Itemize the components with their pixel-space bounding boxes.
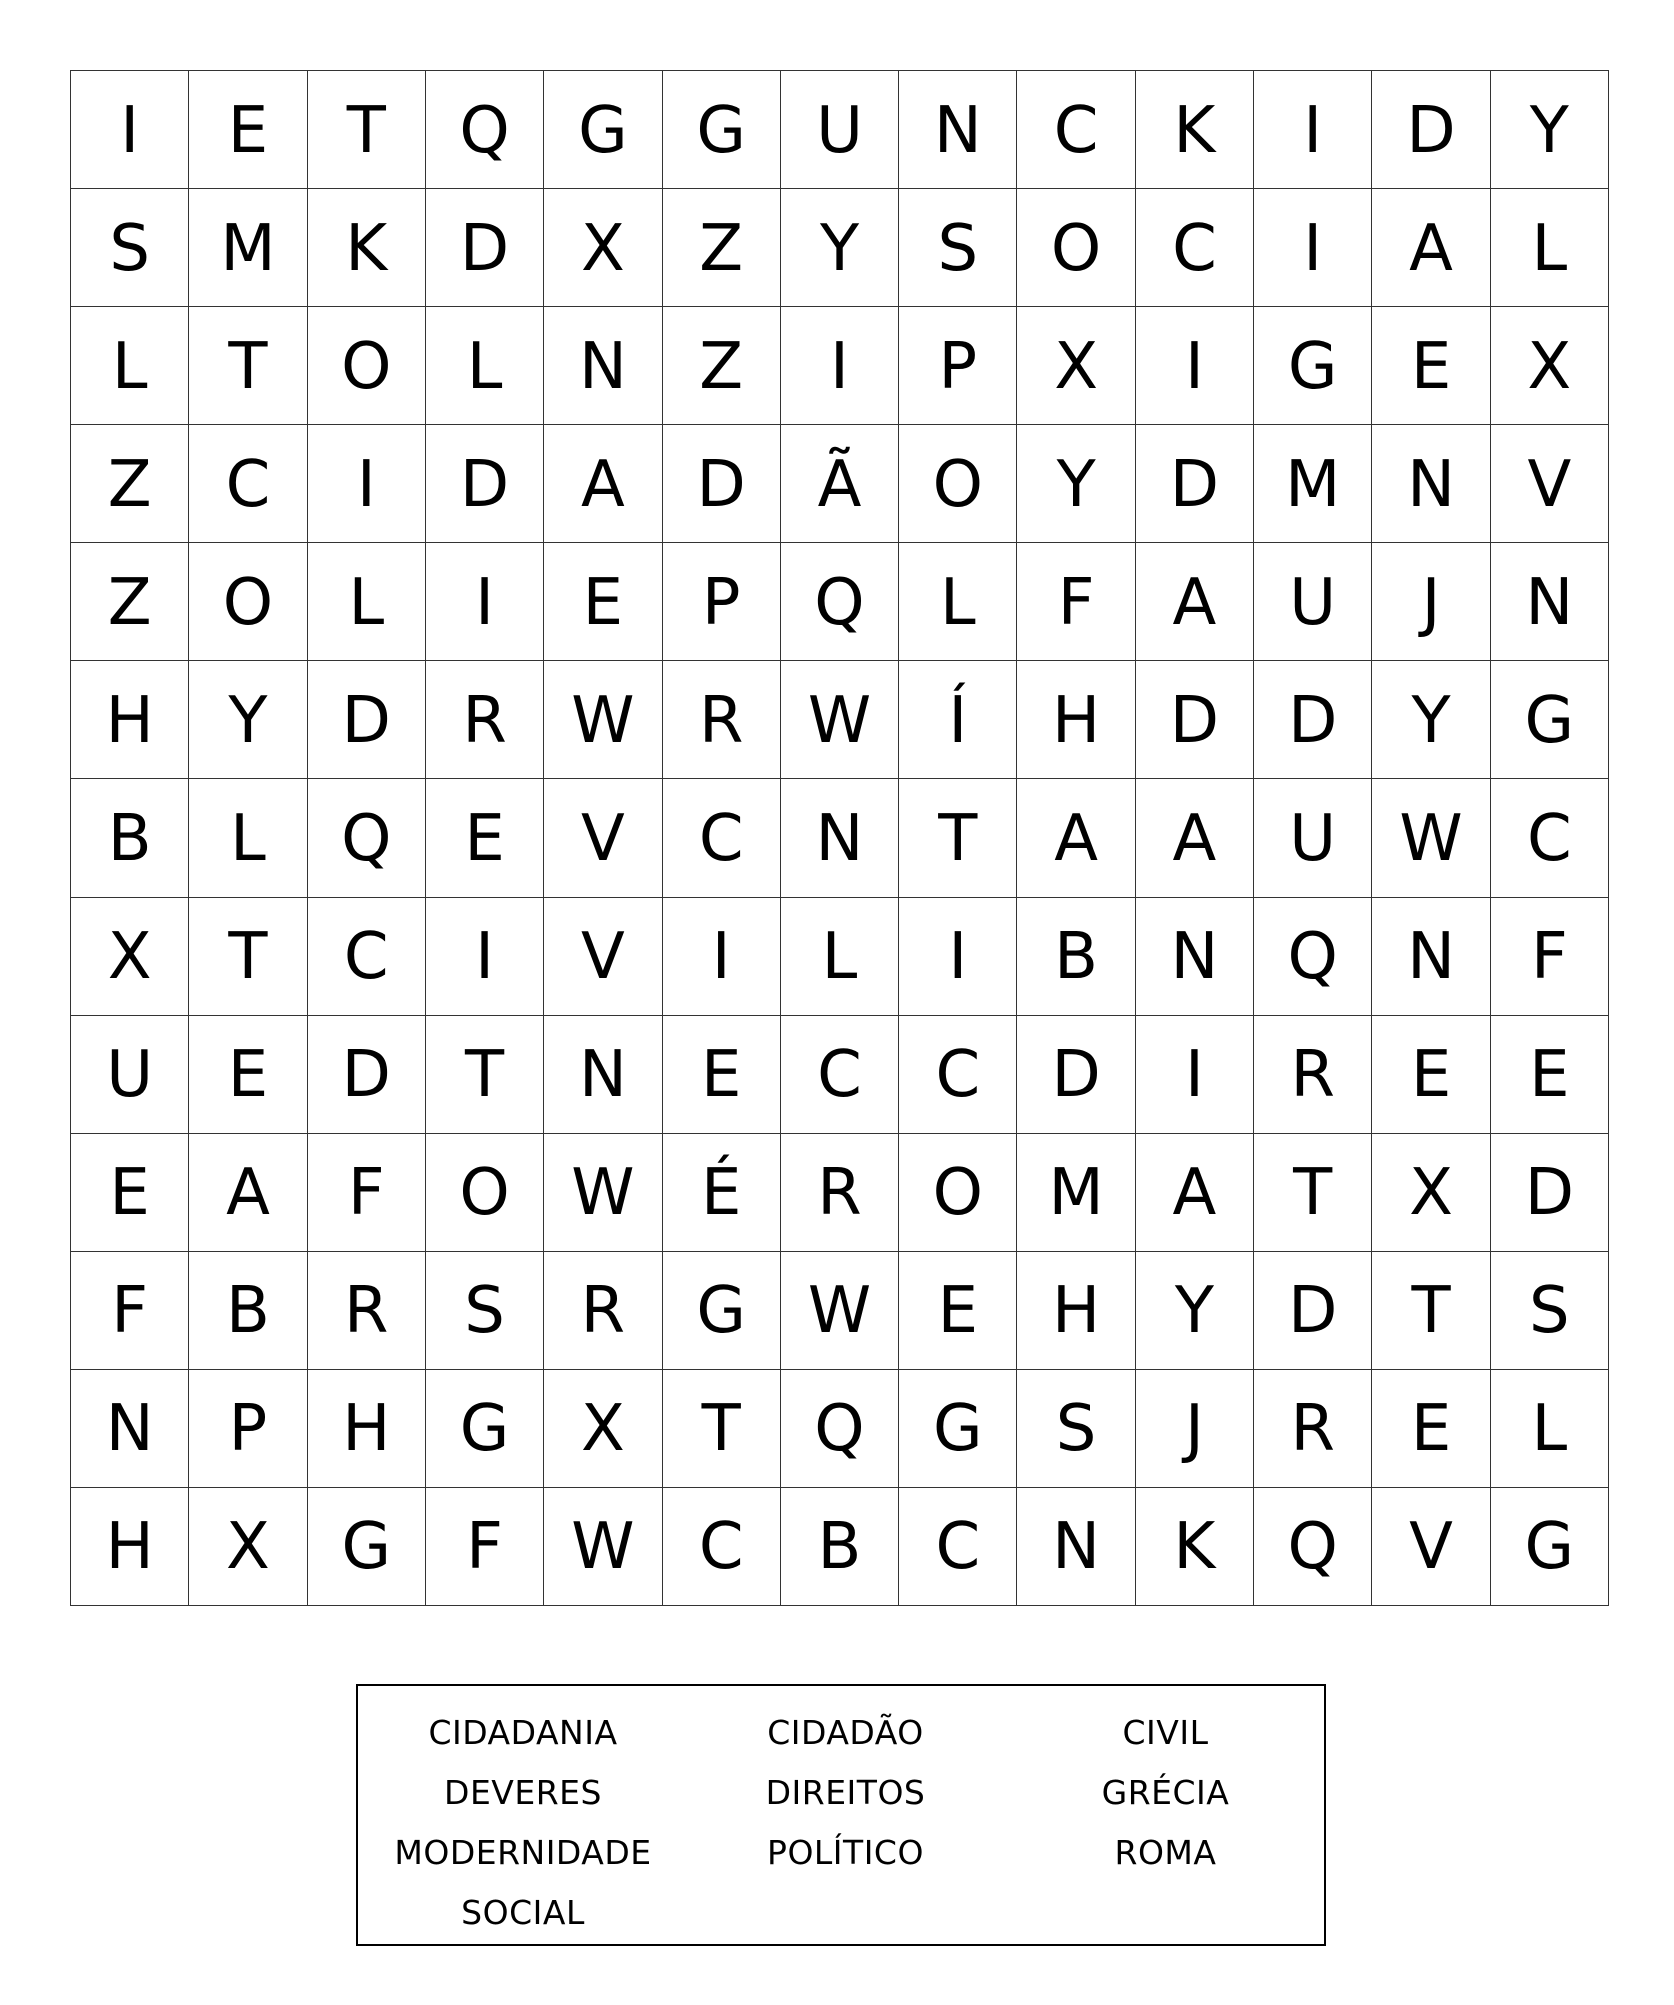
grid-cell-r12-c12[interactable]: G xyxy=(1491,1488,1609,1606)
grid-cell-r5-c10[interactable]: D xyxy=(1254,661,1372,779)
grid-cell-r1-c12[interactable]: L xyxy=(1491,189,1609,307)
grid-cell-r4-c3[interactable]: I xyxy=(426,543,544,661)
grid-cell-r4-c1[interactable]: O xyxy=(189,543,307,661)
grid-cell-r0-c0[interactable]: I xyxy=(71,71,189,189)
grid-cell-r7-c3[interactable]: I xyxy=(426,898,544,1016)
grid-cell-r3-c2[interactable]: I xyxy=(308,425,426,543)
grid-cell-r9-c4[interactable]: W xyxy=(544,1134,662,1252)
grid-cell-r8-c8[interactable]: D xyxy=(1017,1016,1135,1134)
grid-cell-r8-c1[interactable]: E xyxy=(189,1016,307,1134)
grid-cell-r11-c5[interactable]: T xyxy=(663,1370,781,1488)
grid-cell-r7-c7[interactable]: I xyxy=(899,898,1017,1016)
grid-cell-r9-c5[interactable]: É xyxy=(663,1134,781,1252)
grid-cell-r8-c10[interactable]: R xyxy=(1254,1016,1372,1134)
grid-cell-r10-c12[interactable]: S xyxy=(1491,1252,1609,1370)
grid-cell-r5-c9[interactable]: D xyxy=(1136,661,1254,779)
grid-cell-r2-c5[interactable]: Z xyxy=(663,307,781,425)
grid-cell-r10-c6[interactable]: W xyxy=(781,1252,899,1370)
grid-cell-r5-c7[interactable]: Í xyxy=(899,661,1017,779)
grid-cell-r9-c1[interactable]: A xyxy=(189,1134,307,1252)
grid-cell-r4-c9[interactable]: A xyxy=(1136,543,1254,661)
grid-cell-r6-c12[interactable]: C xyxy=(1491,779,1609,897)
grid-cell-r5-c4[interactable]: W xyxy=(544,661,662,779)
grid-cell-r2-c11[interactable]: E xyxy=(1372,307,1490,425)
grid-cell-r6-c2[interactable]: Q xyxy=(308,779,426,897)
grid-cell-r4-c5[interactable]: P xyxy=(663,543,781,661)
grid-cell-r10-c8[interactable]: H xyxy=(1017,1252,1135,1370)
grid-cell-r1-c8[interactable]: O xyxy=(1017,189,1135,307)
grid-cell-r3-c12[interactable]: V xyxy=(1491,425,1609,543)
grid-cell-r11-c11[interactable]: E xyxy=(1372,1370,1490,1488)
grid-cell-r10-c0[interactable]: F xyxy=(71,1252,189,1370)
grid-cell-r12-c5[interactable]: C xyxy=(663,1488,781,1606)
grid-cell-r4-c0[interactable]: Z xyxy=(71,543,189,661)
grid-cell-r4-c6[interactable]: Q xyxy=(781,543,899,661)
grid-cell-r2-c12[interactable]: X xyxy=(1491,307,1609,425)
grid-cell-r5-c11[interactable]: Y xyxy=(1372,661,1490,779)
grid-cell-r2-c1[interactable]: T xyxy=(189,307,307,425)
grid-cell-r0-c1[interactable]: E xyxy=(189,71,307,189)
grid-cell-r2-c6[interactable]: I xyxy=(781,307,899,425)
grid-cell-r12-c0[interactable]: H xyxy=(71,1488,189,1606)
grid-cell-r2-c9[interactable]: I xyxy=(1136,307,1254,425)
grid-cell-r0-c2[interactable]: T xyxy=(308,71,426,189)
word-list-item: SOCIAL xyxy=(461,1892,585,1932)
word-list-item: GRÉCIA xyxy=(1101,1772,1230,1812)
word-list-item: DEVERES xyxy=(444,1772,602,1812)
grid-cell-r7-c2[interactable]: C xyxy=(308,898,426,1016)
grid-cell-r7-c6[interactable]: L xyxy=(781,898,899,1016)
grid-cell-r1-c1[interactable]: M xyxy=(189,189,307,307)
grid-cell-r5-c5[interactable]: R xyxy=(663,661,781,779)
word-list-item: CIDADANIA xyxy=(428,1712,618,1752)
grid-cell-r4-c4[interactable]: E xyxy=(544,543,662,661)
grid-cell-r2-c8[interactable]: X xyxy=(1017,307,1135,425)
grid-cell-r9-c7[interactable]: O xyxy=(899,1134,1017,1252)
grid-cell-r4-c12[interactable]: N xyxy=(1491,543,1609,661)
grid-cell-r4-c10[interactable]: U xyxy=(1254,543,1372,661)
grid-cell-r10-c9[interactable]: Y xyxy=(1136,1252,1254,1370)
grid-cell-r6-c11[interactable]: W xyxy=(1372,779,1490,897)
grid-cell-r3-c3[interactable]: D xyxy=(426,425,544,543)
grid-cell-r7-c5[interactable]: I xyxy=(663,898,781,1016)
grid-cell-r12-c10[interactable]: Q xyxy=(1254,1488,1372,1606)
grid-cell-r5-c2[interactable]: D xyxy=(308,661,426,779)
grid-cell-r11-c4[interactable]: X xyxy=(544,1370,662,1488)
grid-cell-r6-c4[interactable]: V xyxy=(544,779,662,897)
grid-cell-r11-c1[interactable]: P xyxy=(189,1370,307,1488)
grid-cell-r0-c6[interactable]: U xyxy=(781,71,899,189)
grid-cell-r3-c11[interactable]: N xyxy=(1372,425,1490,543)
word-search-grid xyxy=(70,70,1609,1606)
grid-cell-r1-c5[interactable]: Z xyxy=(663,189,781,307)
grid-cell-r11-c3[interactable]: G xyxy=(426,1370,544,1488)
word-list-item: ROMA xyxy=(1114,1832,1217,1872)
grid-cell-r1-c3[interactable]: D xyxy=(426,189,544,307)
grid-cell-r8-c6[interactable]: C xyxy=(781,1016,899,1134)
grid-cell-r6-c1[interactable]: L xyxy=(189,779,307,897)
grid-cell-r8-c0[interactable]: U xyxy=(71,1016,189,1134)
grid-cell-r7-c11[interactable]: N xyxy=(1372,898,1490,1016)
grid-cell-r1-c0[interactable]: S xyxy=(71,189,189,307)
grid-cell-r8-c9[interactable]: I xyxy=(1136,1016,1254,1134)
grid-cell-r12-c7[interactable]: C xyxy=(899,1488,1017,1606)
grid-cell-r9-c6[interactable]: R xyxy=(781,1134,899,1252)
grid-cell-r3-c1[interactable]: C xyxy=(189,425,307,543)
grid-cell-r9-c11[interactable]: X xyxy=(1372,1134,1490,1252)
grid-cell-r8-c4[interactable]: N xyxy=(544,1016,662,1134)
grid-cell-r4-c8[interactable]: F xyxy=(1017,543,1135,661)
grid-cell-r0-c3[interactable]: Q xyxy=(426,71,544,189)
grid-cell-r6-c3[interactable]: E xyxy=(426,779,544,897)
grid-cell-r11-c7[interactable]: G xyxy=(899,1370,1017,1488)
grid-cell-r5-c1[interactable]: Y xyxy=(189,661,307,779)
grid-cell-r0-c4[interactable]: G xyxy=(544,71,662,189)
grid-cell-r11-c9[interactable]: J xyxy=(1136,1370,1254,1488)
grid-cell-r4-c2[interactable]: L xyxy=(308,543,426,661)
grid-cell-r8-c2[interactable]: D xyxy=(308,1016,426,1134)
grid-cell-r3-c8[interactable]: Y xyxy=(1017,425,1135,543)
grid-cell-r3-c0[interactable]: Z xyxy=(71,425,189,543)
word-list-item: CIDADÃO xyxy=(767,1712,924,1752)
grid-cell-r6-c9[interactable]: A xyxy=(1136,779,1254,897)
grid-cell-r12-c3[interactable]: F xyxy=(426,1488,544,1606)
grid-cell-r0-c8[interactable]: C xyxy=(1017,71,1135,189)
grid-cell-r10-c10[interactable]: D xyxy=(1254,1252,1372,1370)
grid-cell-r6-c6[interactable]: N xyxy=(781,779,899,897)
grid-cell-r8-c7[interactable]: C xyxy=(899,1016,1017,1134)
grid-cell-r7-c8[interactable]: B xyxy=(1017,898,1135,1016)
grid-cell-r7-c10[interactable]: Q xyxy=(1254,898,1372,1016)
grid-cell-r11-c8[interactable]: S xyxy=(1017,1370,1135,1488)
grid-cell-r6-c8[interactable]: A xyxy=(1017,779,1135,897)
grid-cell-r9-c3[interactable]: O xyxy=(426,1134,544,1252)
word-list xyxy=(358,1702,1324,1942)
grid-cell-r2-c7[interactable]: P xyxy=(899,307,1017,425)
grid-cell-r8-c5[interactable]: E xyxy=(663,1016,781,1134)
grid-cell-r6-c7[interactable]: T xyxy=(899,779,1017,897)
grid-cell-r12-c2[interactable]: G xyxy=(308,1488,426,1606)
grid-cell-r9-c0[interactable]: E xyxy=(71,1134,189,1252)
grid-cell-r1-c9[interactable]: C xyxy=(1136,189,1254,307)
grid-cell-r2-c10[interactable]: G xyxy=(1254,307,1372,425)
grid-cell-r2-c2[interactable]: O xyxy=(308,307,426,425)
grid-cell-r11-c2[interactable]: H xyxy=(308,1370,426,1488)
grid-cell-r9-c12[interactable]: D xyxy=(1491,1134,1609,1252)
grid-cell-r8-c11[interactable]: E xyxy=(1372,1016,1490,1134)
grid-cell-r1-c2[interactable]: K xyxy=(308,189,426,307)
grid-cell-r5-c12[interactable]: G xyxy=(1491,661,1609,779)
grid-cell-r8-c12[interactable]: E xyxy=(1491,1016,1609,1134)
grid-cell-r2-c0[interactable]: L xyxy=(71,307,189,425)
grid-cell-r0-c11[interactable]: D xyxy=(1372,71,1490,189)
grid-cell-r12-c4[interactable]: W xyxy=(544,1488,662,1606)
grid-cell-r0-c10[interactable]: I xyxy=(1254,71,1372,189)
grid-cell-r10-c3[interactable]: S xyxy=(426,1252,544,1370)
grid-cell-r10-c5[interactable]: G xyxy=(663,1252,781,1370)
grid-cell-r7-c4[interactable]: V xyxy=(544,898,662,1016)
grid-cell-r6-c5[interactable]: C xyxy=(663,779,781,897)
grid-cell-r1-c11[interactable]: A xyxy=(1372,189,1490,307)
grid-cell-r10-c1[interactable]: B xyxy=(189,1252,307,1370)
grid-cell-r1-c6[interactable]: Y xyxy=(781,189,899,307)
grid-cell-r7-c12[interactable]: F xyxy=(1491,898,1609,1016)
grid-cell-r3-c5[interactable]: D xyxy=(663,425,781,543)
word-list-box xyxy=(356,1684,1326,1946)
grid-cell-r12-c9[interactable]: K xyxy=(1136,1488,1254,1606)
grid-cell-r11-c6[interactable]: Q xyxy=(781,1370,899,1488)
grid-cell-r5-c0[interactable]: H xyxy=(71,661,189,779)
grid-cell-r2-c3[interactable]: L xyxy=(426,307,544,425)
grid-cell-r7-c9[interactable]: N xyxy=(1136,898,1254,1016)
grid-cell-r8-c3[interactable]: T xyxy=(426,1016,544,1134)
grid-cell-r5-c6[interactable]: W xyxy=(781,661,899,779)
grid-cell-r1-c4[interactable]: X xyxy=(544,189,662,307)
grid-cell-r12-c8[interactable]: N xyxy=(1017,1488,1135,1606)
grid-cell-r9-c10[interactable]: T xyxy=(1254,1134,1372,1252)
grid-cell-r4-c7[interactable]: L xyxy=(899,543,1017,661)
grid-cell-r10-c2[interactable]: R xyxy=(308,1252,426,1370)
grid-cell-r11-c12[interactable]: L xyxy=(1491,1370,1609,1488)
grid-cell-r10-c7[interactable]: E xyxy=(899,1252,1017,1370)
grid-cell-r9-c9[interactable]: A xyxy=(1136,1134,1254,1252)
grid-cell-r0-c9[interactable]: K xyxy=(1136,71,1254,189)
grid-cell-r3-c7[interactable]: O xyxy=(899,425,1017,543)
grid-cell-r11-c0[interactable]: N xyxy=(71,1370,189,1488)
grid-cell-r3-c6[interactable]: Ã xyxy=(781,425,899,543)
grid-cell-r12-c6[interactable]: B xyxy=(781,1488,899,1606)
grid-cell-r0-c12[interactable]: Y xyxy=(1491,71,1609,189)
grid-cell-r0-c7[interactable]: N xyxy=(899,71,1017,189)
grid-cell-r6-c0[interactable]: B xyxy=(71,779,189,897)
grid-cell-r1-c7[interactable]: S xyxy=(899,189,1017,307)
grid-cell-r12-c11[interactable]: V xyxy=(1372,1488,1490,1606)
grid-cell-r5-c8[interactable]: H xyxy=(1017,661,1135,779)
word-list-item: CIVIL xyxy=(1122,1712,1209,1752)
grid-cell-r7-c0[interactable]: X xyxy=(71,898,189,1016)
grid-cell-r9-c2[interactable]: F xyxy=(308,1134,426,1252)
grid-cell-r10-c4[interactable]: R xyxy=(544,1252,662,1370)
grid-cell-r3-c4[interactable]: A xyxy=(544,425,662,543)
grid-cell-r0-c5[interactable]: G xyxy=(663,71,781,189)
grid-cell-r11-c10[interactable]: R xyxy=(1254,1370,1372,1488)
word-list-item: MODERNIDADE xyxy=(394,1832,652,1872)
word-list-item: POLÍTICO xyxy=(767,1832,924,1872)
grid-cell-r6-c10[interactable]: U xyxy=(1254,779,1372,897)
grid-cell-r9-c8[interactable]: M xyxy=(1017,1134,1135,1252)
word-list-item: DIREITOS xyxy=(765,1772,926,1812)
grid-cell-r10-c11[interactable]: T xyxy=(1372,1252,1490,1370)
grid-cell-r7-c1[interactable]: T xyxy=(189,898,307,1016)
grid-cell-r12-c1[interactable]: X xyxy=(189,1488,307,1606)
grid-cell-r2-c4[interactable]: N xyxy=(544,307,662,425)
grid-cell-r1-c10[interactable]: I xyxy=(1254,189,1372,307)
grid-cell-r3-c10[interactable]: M xyxy=(1254,425,1372,543)
grid-cell-r3-c9[interactable]: D xyxy=(1136,425,1254,543)
grid-cell-r5-c3[interactable]: R xyxy=(426,661,544,779)
grid-cell-r4-c11[interactable]: J xyxy=(1372,543,1490,661)
